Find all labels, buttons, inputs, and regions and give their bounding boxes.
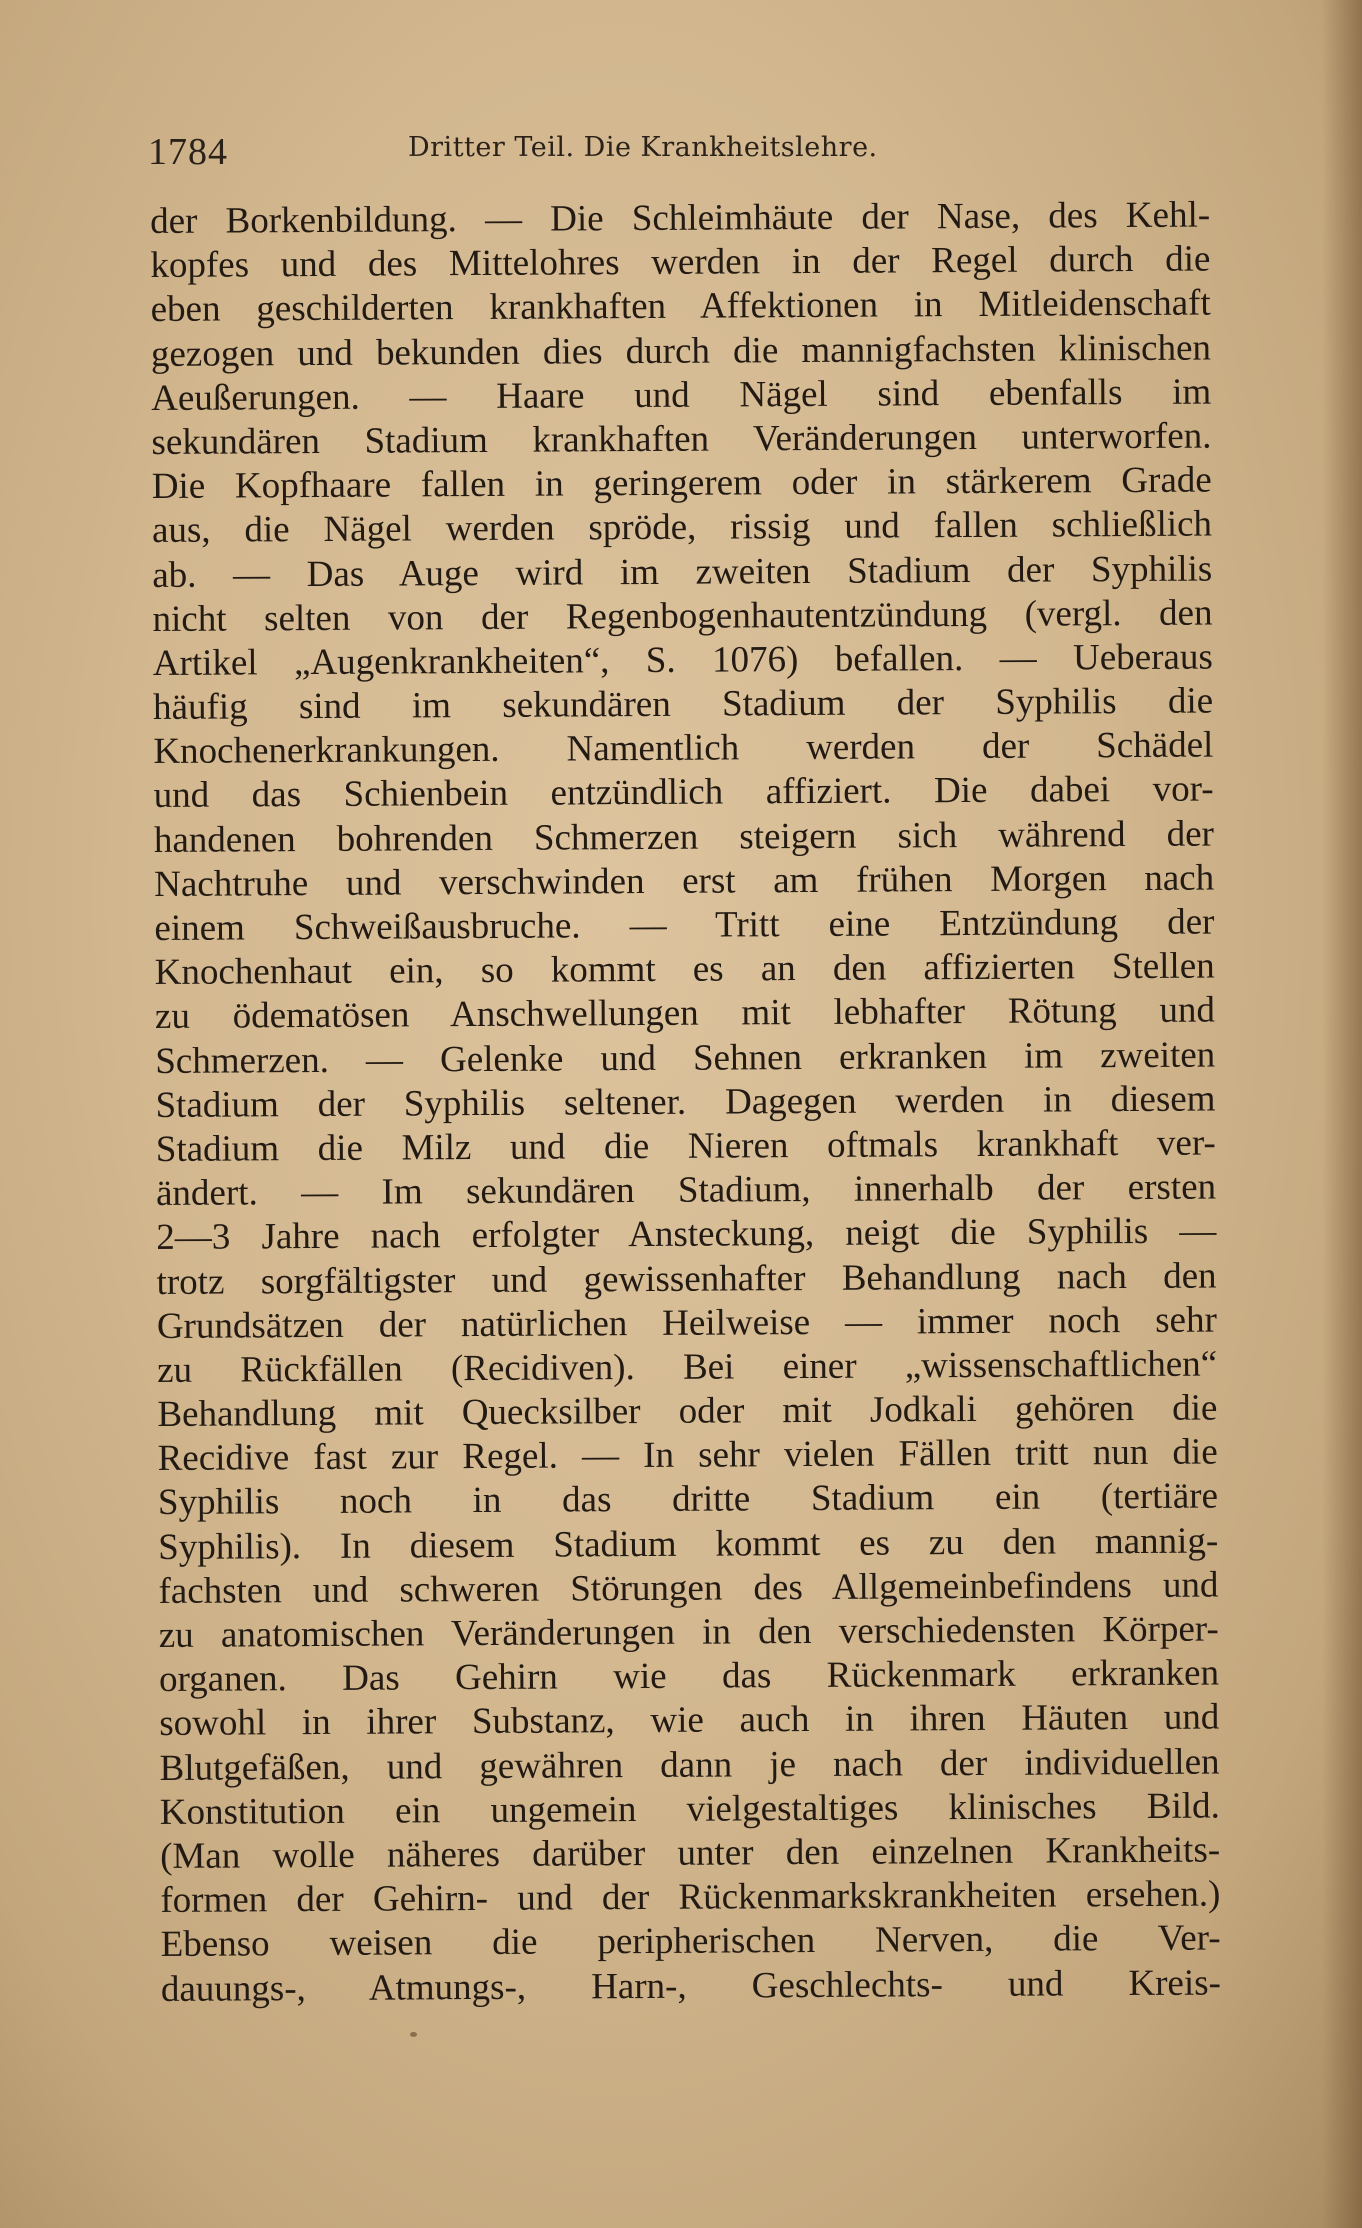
paper-spot — [410, 2032, 417, 2037]
text-line: Grundsätzen der natürlichen Heilweise — immer noch sehr — [156, 1299, 1217, 1347]
text-line: Syphilis noch in das dritte Stadium ein (tertiäre — [157, 1475, 1219, 1524]
text-line: Syphilis). In diesem Stadium kommt es zu den mannig- — [158, 1520, 1219, 1568]
text-line: 2—3 Jahre nach erfolgter Ansteckung, neigt die Syphilis — — [156, 1210, 1217, 1259]
text-line: Blutgefäßen, und gewähren dann je nach der individuellen — [159, 1741, 1220, 1789]
text-line: und das Schienbein entzündlich affiziert. Die dabei vor- — [153, 768, 1214, 817]
text-line: sekundären Stadium krankhaften Veränderungen unterworfen. — [151, 415, 1212, 463]
page-header — [148, 122, 1228, 178]
text-line: zu ödematösen Anschwellungen mit lebhafter Rötung und — [154, 989, 1216, 1038]
text-line: fachsten und schweren Störungen des Allgemeinbefindens und — [158, 1564, 1219, 1612]
text-line: handenen bohrenden Schmerzen steigern sich während der — [153, 813, 1215, 861]
text-line: zu Rückfällen (Recidiven). Bei einer „wissenschaftlichen“ — [157, 1343, 1218, 1391]
text-line: kopfes und des Mittelohres werden in der Regel durch die — [150, 238, 1211, 287]
text-line: gezogen und bekunden dies durch die mannigfachsten klinischen — [150, 327, 1212, 375]
text-line: Stadium die Milz und die Nieren oftmals krankhaft ver- — [155, 1122, 1216, 1170]
running-head: Dritter Teil. Die Krankheitslehre. — [408, 132, 878, 163]
text-line: zu anatomischen Veränderungen in den verschiedensten Körper- — [158, 1608, 1219, 1656]
page-number: 1784 — [148, 131, 228, 173]
text-line: Aeußerungen. — Haare und Nägel sind ebenfalls im — [151, 371, 1212, 419]
text-line: formen der Gehirn- und der Rückenmarkskrankheiten ersehen.) — [160, 1873, 1221, 1922]
text-line: Behandlung mit Quecksilber oder mit Jodkali gehören die — [157, 1387, 1218, 1436]
text-line: eben geschilderten krankhaften Affektionen in Mitleidenschaft — [150, 282, 1211, 331]
text-line: Die Kopfhaare fallen in geringerem oder in stärkerem Grade — [151, 459, 1212, 508]
text-line: trotz sorgfältigster und gewissenhafter Behandlung nach den — [156, 1255, 1217, 1303]
text-line: dauungs-, Atmungs-, Harn-, Geschlechts- und Kreis- — [160, 1961, 1222, 2010]
text-line: sowohl in ihrer Substanz, wie auch in ihren Häuten und — [159, 1696, 1220, 1745]
text-line: aus, die Nägel werden spröde, rissig und fallen schließlich — [151, 503, 1213, 552]
text-line: ab. — Das Auge wird im zweiten Stadium der Syphilis — [152, 548, 1213, 596]
text-line: Konstitution ein ungemein vielgestaltiges klinisches Bild. — [159, 1785, 1220, 1833]
text-line: Knochenerkrankungen. Namentlich werden der Schädel — [153, 724, 1214, 773]
text-line: Ebenso weisen die peripherischen Nerven, die Ver- — [160, 1917, 1221, 1966]
page-edge-shadow — [1322, 0, 1362, 2228]
text-line: ändert. — Im sekundären Stadium, innerhalb der ersten — [155, 1166, 1217, 1215]
text-line: einem Schweißausbruche. — Tritt eine Entzündung der — [154, 901, 1215, 949]
text-line: häufig sind im sekundären Stadium der Syphilis die — [152, 680, 1214, 729]
text-line: Knochenhaut ein, so kommt es an den affizierten Stellen — [154, 945, 1215, 994]
text-line: nicht selten von der Regenbogenhautentzündung (vergl. den — [152, 592, 1213, 640]
text-line: (Man wolle näheres darüber unter den einzelnen Krankheits- — [159, 1829, 1221, 1877]
text-line: Stadium der Syphilis seltener. Dagegen werden in diesem — [155, 1078, 1216, 1126]
body-text — [150, 194, 1221, 2012]
text-line: Recidive fast zur Regel. — In sehr vielen Fällen tritt nun die — [157, 1431, 1218, 1480]
text-line: der Borkenbildung. — Die Schleimhäute der Nase, des Kehl- — [150, 194, 1211, 242]
text-line: Artikel „Augenkrankheiten“, S. 1076) befallen. — Ueberaus — [152, 636, 1213, 684]
text-line: Nachtruhe und verschwinden erst am frühen Morgen nach — [154, 857, 1215, 905]
text-line: Schmerzen. — Gelenke und Sehnen erkranken im zweiten — [155, 1034, 1216, 1082]
text-line: organen. Das Gehirn wie das Rückenmark erkranken — [158, 1652, 1220, 1701]
